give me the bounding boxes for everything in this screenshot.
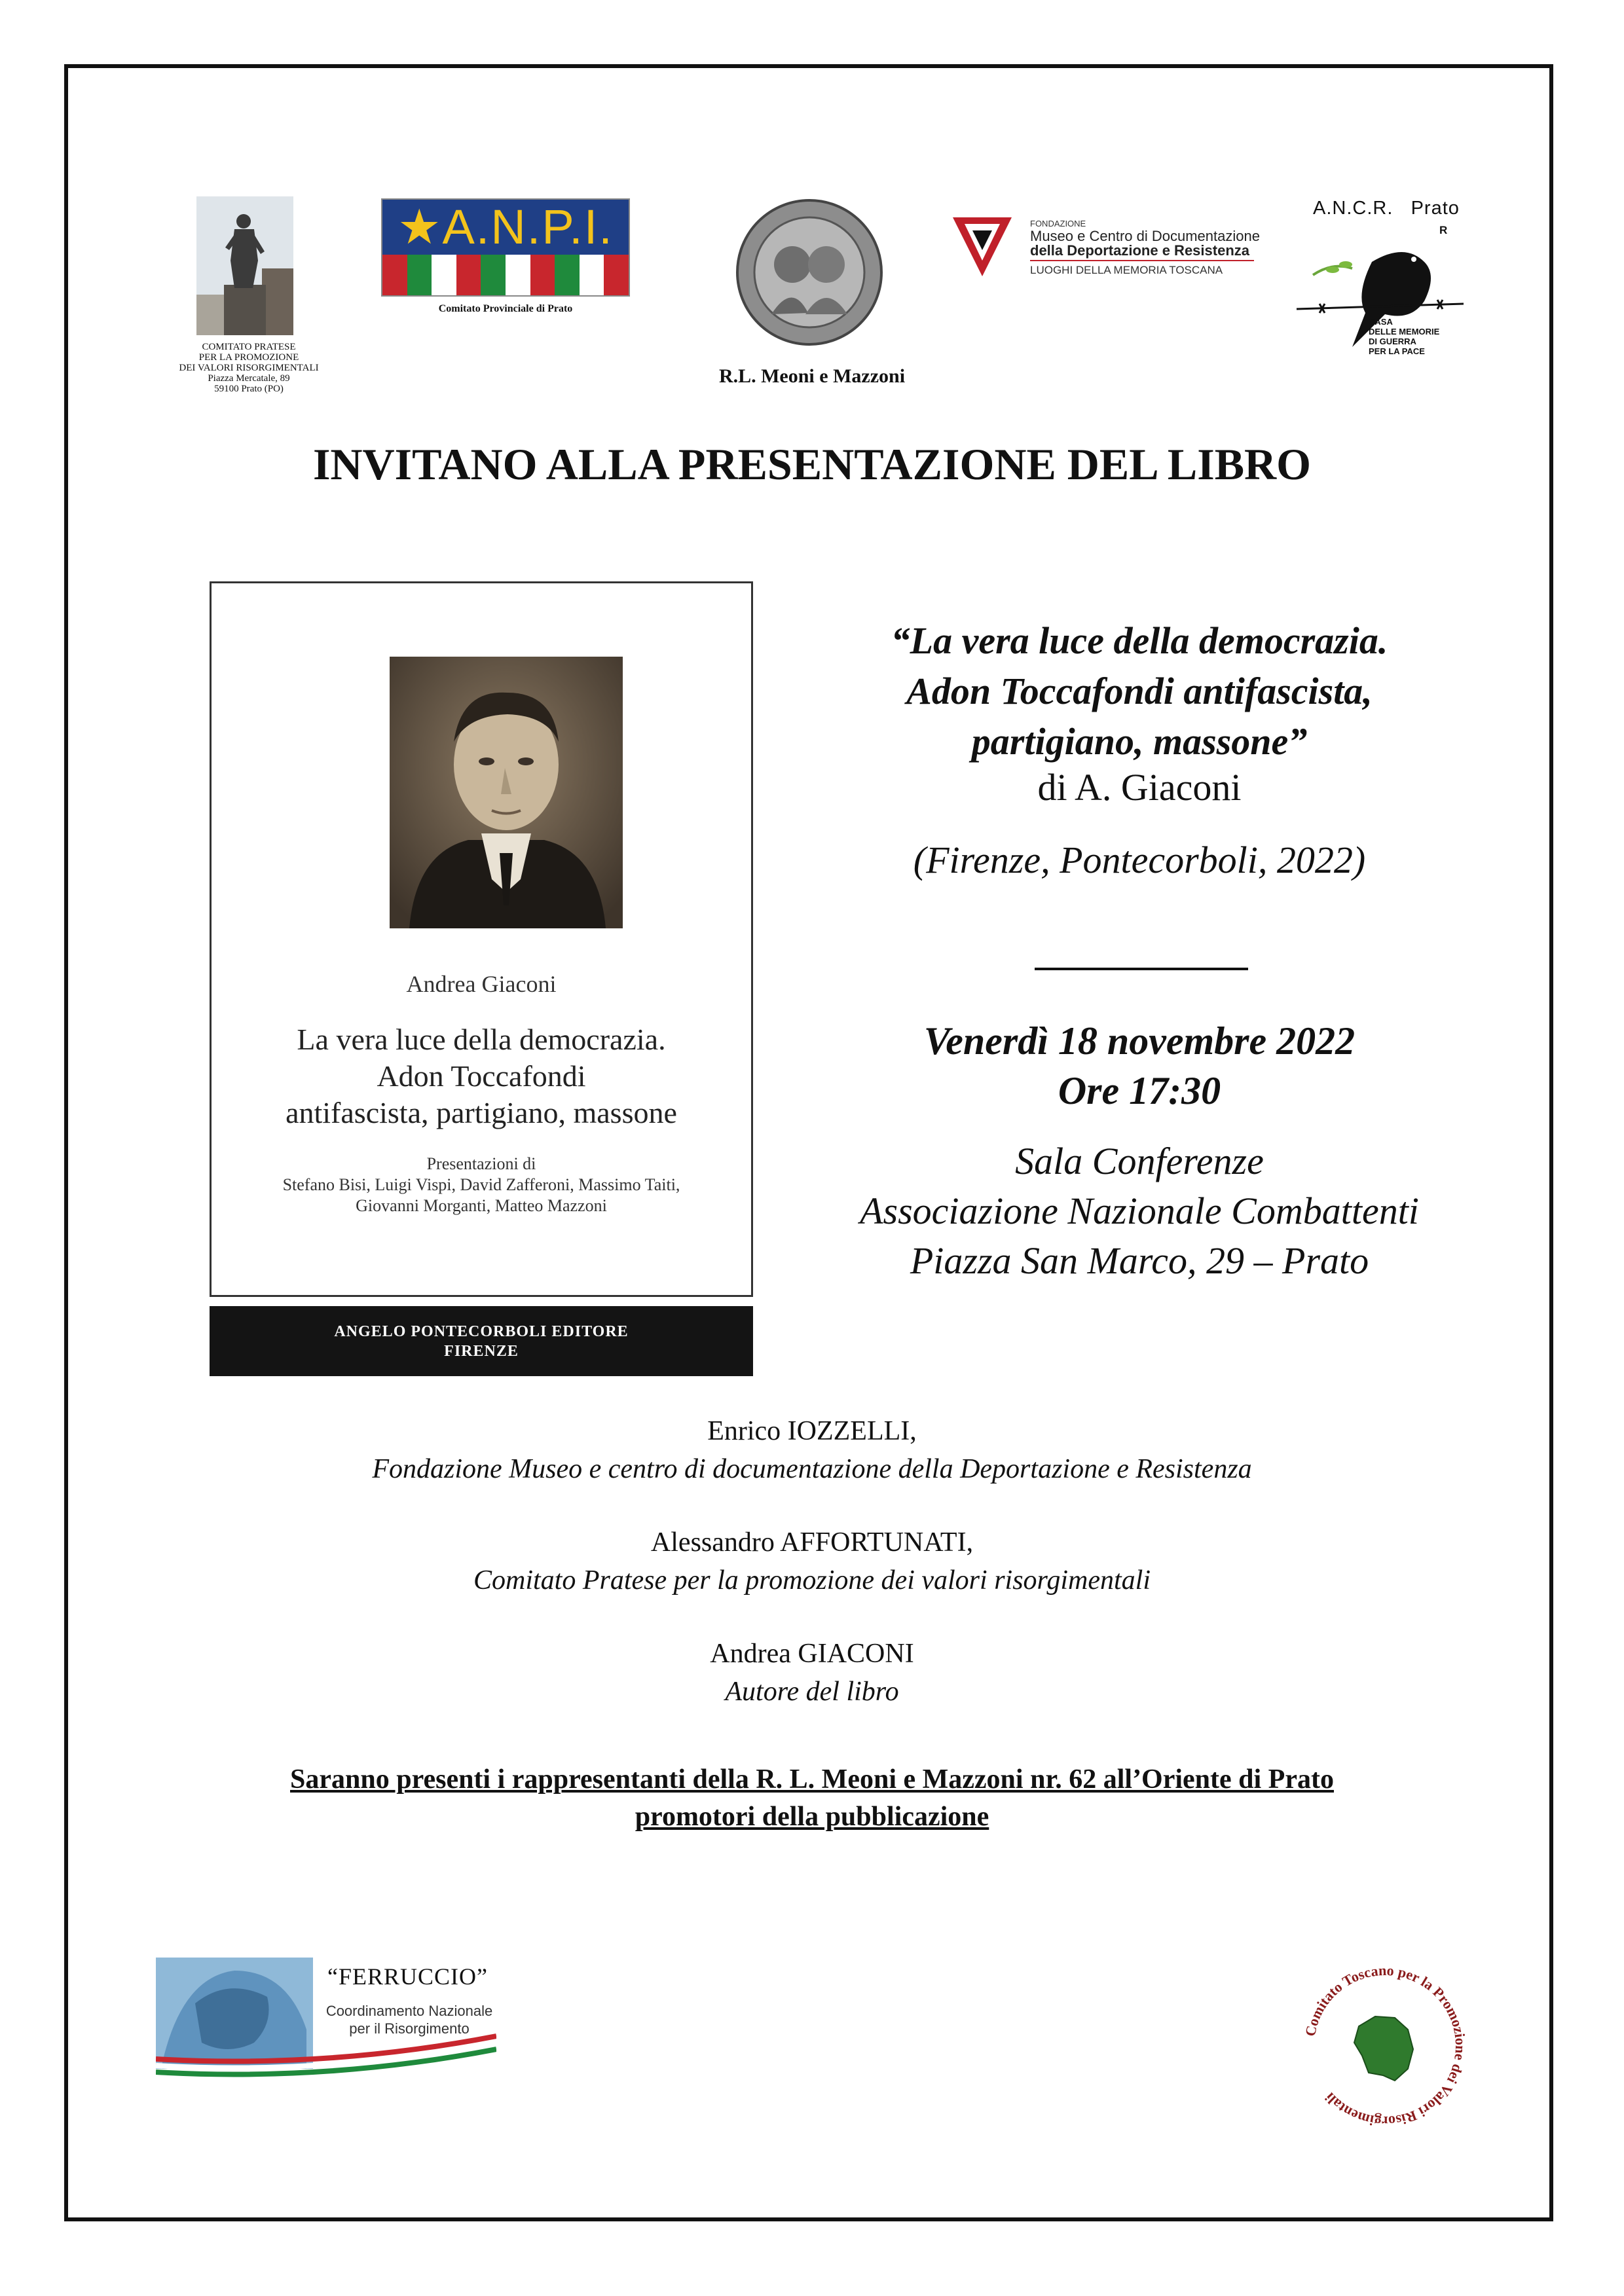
- cover-publisher-line: ANGELO PONTECORBOLI EDITORE: [334, 1323, 629, 1340]
- cover-author: Andrea Giaconi: [406, 971, 557, 997]
- speaker-name: Alessandro AFFORTUNATI,: [650, 1527, 974, 1558]
- book-author: di A. Giaconi: [1037, 766, 1242, 809]
- cover-title-line: Adon Toccafondi: [377, 1059, 586, 1093]
- museo-line4: LUOGHI DELLA MEMORIA TOSCANA: [1030, 264, 1223, 276]
- ancr-title: A.N.C.R. Prato: [1313, 198, 1460, 219]
- speaker-name: Andrea GIACONI: [710, 1639, 914, 1669]
- anpi-caption: Comitato Provinciale di Prato: [438, 303, 573, 314]
- event-time: Ore 17:30: [1058, 1069, 1221, 1112]
- cover-publisher-line: FIRENZE: [444, 1343, 519, 1360]
- cover-title-line: La vera luce della democrazia.: [297, 1023, 666, 1056]
- museo-line2: Museo e Centro di Documentazione: [1030, 228, 1260, 244]
- comitato-caption: [157, 342, 341, 394]
- section-divider: [1035, 968, 1248, 970]
- cover-title-line: antifascista, partigiano, massone: [286, 1096, 677, 1129]
- lodge-caption: R.L. Meoni e Mazzoni: [718, 365, 906, 387]
- ancr-caption-line: DI GUERRA: [1369, 337, 1416, 346]
- ancr-caption-line: DELLE MEMORIE: [1369, 327, 1440, 337]
- venue-line: Associazione Nazionale Combattenti: [860, 1190, 1419, 1232]
- cover-presentations-line: Stefano Bisi, Luigi Vispi, David Zafferoni, Massimo Taiti,: [282, 1175, 680, 1194]
- venue-line: Piazza San Marco, 29 – Prato: [910, 1239, 1369, 1282]
- page-title: INVITANO ALLA PRESENTAZIONE DEL LIBRO: [312, 439, 1312, 489]
- comitato-caption-line: COMITATO PRATESE: [202, 342, 296, 352]
- speaker-role: Comitato Pratese per la promozione dei valori risorgimentali: [473, 1565, 1151, 1595]
- book-title-line: Adon Toccafondi antifascista,: [906, 670, 1373, 712]
- ancr-r-mark: R: [1439, 224, 1448, 236]
- ferruccio-title: “FERRUCCIO”: [327, 1963, 488, 1990]
- cover-title: [210, 1021, 753, 1131]
- museo-deportazione-logo: [953, 211, 1261, 284]
- notice: [0, 1761, 1624, 1836]
- cover-publisher-band: [210, 1306, 753, 1376]
- anpi-flag-stripes: [382, 255, 629, 295]
- notice-line: promotori della pubblicazione: [635, 1802, 989, 1832]
- comitato-caption-line: PER LA PROMOZIONE: [198, 352, 299, 363]
- comitato-caption-line: Piazza Mercatale, 89: [208, 373, 290, 384]
- comitato-caption-line: 59100 Prato (PO): [214, 384, 284, 394]
- speaker-role: Autore del libro: [725, 1677, 899, 1707]
- ferruccio-subtitle: [314, 2002, 504, 2037]
- comitato-caption-line: DEI VALORI RISORGIMENTALI: [179, 363, 319, 373]
- ancr-caption: [1369, 317, 1467, 356]
- ancr-caption-line: PER LA PACE: [1369, 346, 1425, 356]
- notice-line: Saranno presenti i rappresentanti della R. L. Meoni e Mazzoni nr. 62 all’Oriente di Prato: [290, 1764, 1334, 1795]
- speaker-name: Enrico IOZZELLI,: [707, 1416, 917, 1446]
- author-portrait-photo: [390, 657, 623, 928]
- museo-line1: FONDAZIONE: [1030, 219, 1086, 228]
- event-venue: [805, 1137, 1473, 1286]
- ferruccio-subtitle-line: per il Risorgimento: [349, 2020, 470, 2037]
- cover-presentations-line: Presentazioni di: [426, 1154, 536, 1173]
- statue-photo: [196, 196, 293, 335]
- speaker-role: Fondazione Museo e centro di documentazione della Deportazione e Resistenza: [372, 1454, 1252, 1484]
- anpi-logo: [381, 198, 630, 297]
- cover-presentations: [210, 1154, 753, 1216]
- book-publication: (Firenze, Pontecorboli, 2022): [913, 839, 1366, 881]
- event-datetime: [805, 1016, 1473, 1116]
- anpi-logo-text: ★A.N.P.I.: [382, 200, 629, 255]
- cover-presentations-line: Giovanni Morganti, Matteo Mazzoni: [356, 1196, 607, 1215]
- museo-line3: della Deportazione e Resistenza: [1030, 242, 1249, 259]
- book-title-line: “La vera luce della democrazia.: [891, 619, 1388, 662]
- ancr-caption-line: CASA: [1369, 317, 1393, 327]
- ferruccio-subtitle-line: Coordinamento Nazionale: [325, 2003, 493, 2019]
- venue-line: Sala Conferenze: [1015, 1140, 1264, 1182]
- event-date: Venerdì 18 novembre 2022: [923, 1019, 1356, 1063]
- book-title-line: partigiano, massone”: [971, 720, 1308, 763]
- lodge-medal-emblem: [735, 196, 884, 348]
- book-title: [805, 615, 1473, 767]
- comitato-toscano-seal: [1297, 1958, 1473, 2134]
- seal-text: Comitato Toscano per la Promozione dei Valori Risorgimentali: [1301, 1961, 1469, 2130]
